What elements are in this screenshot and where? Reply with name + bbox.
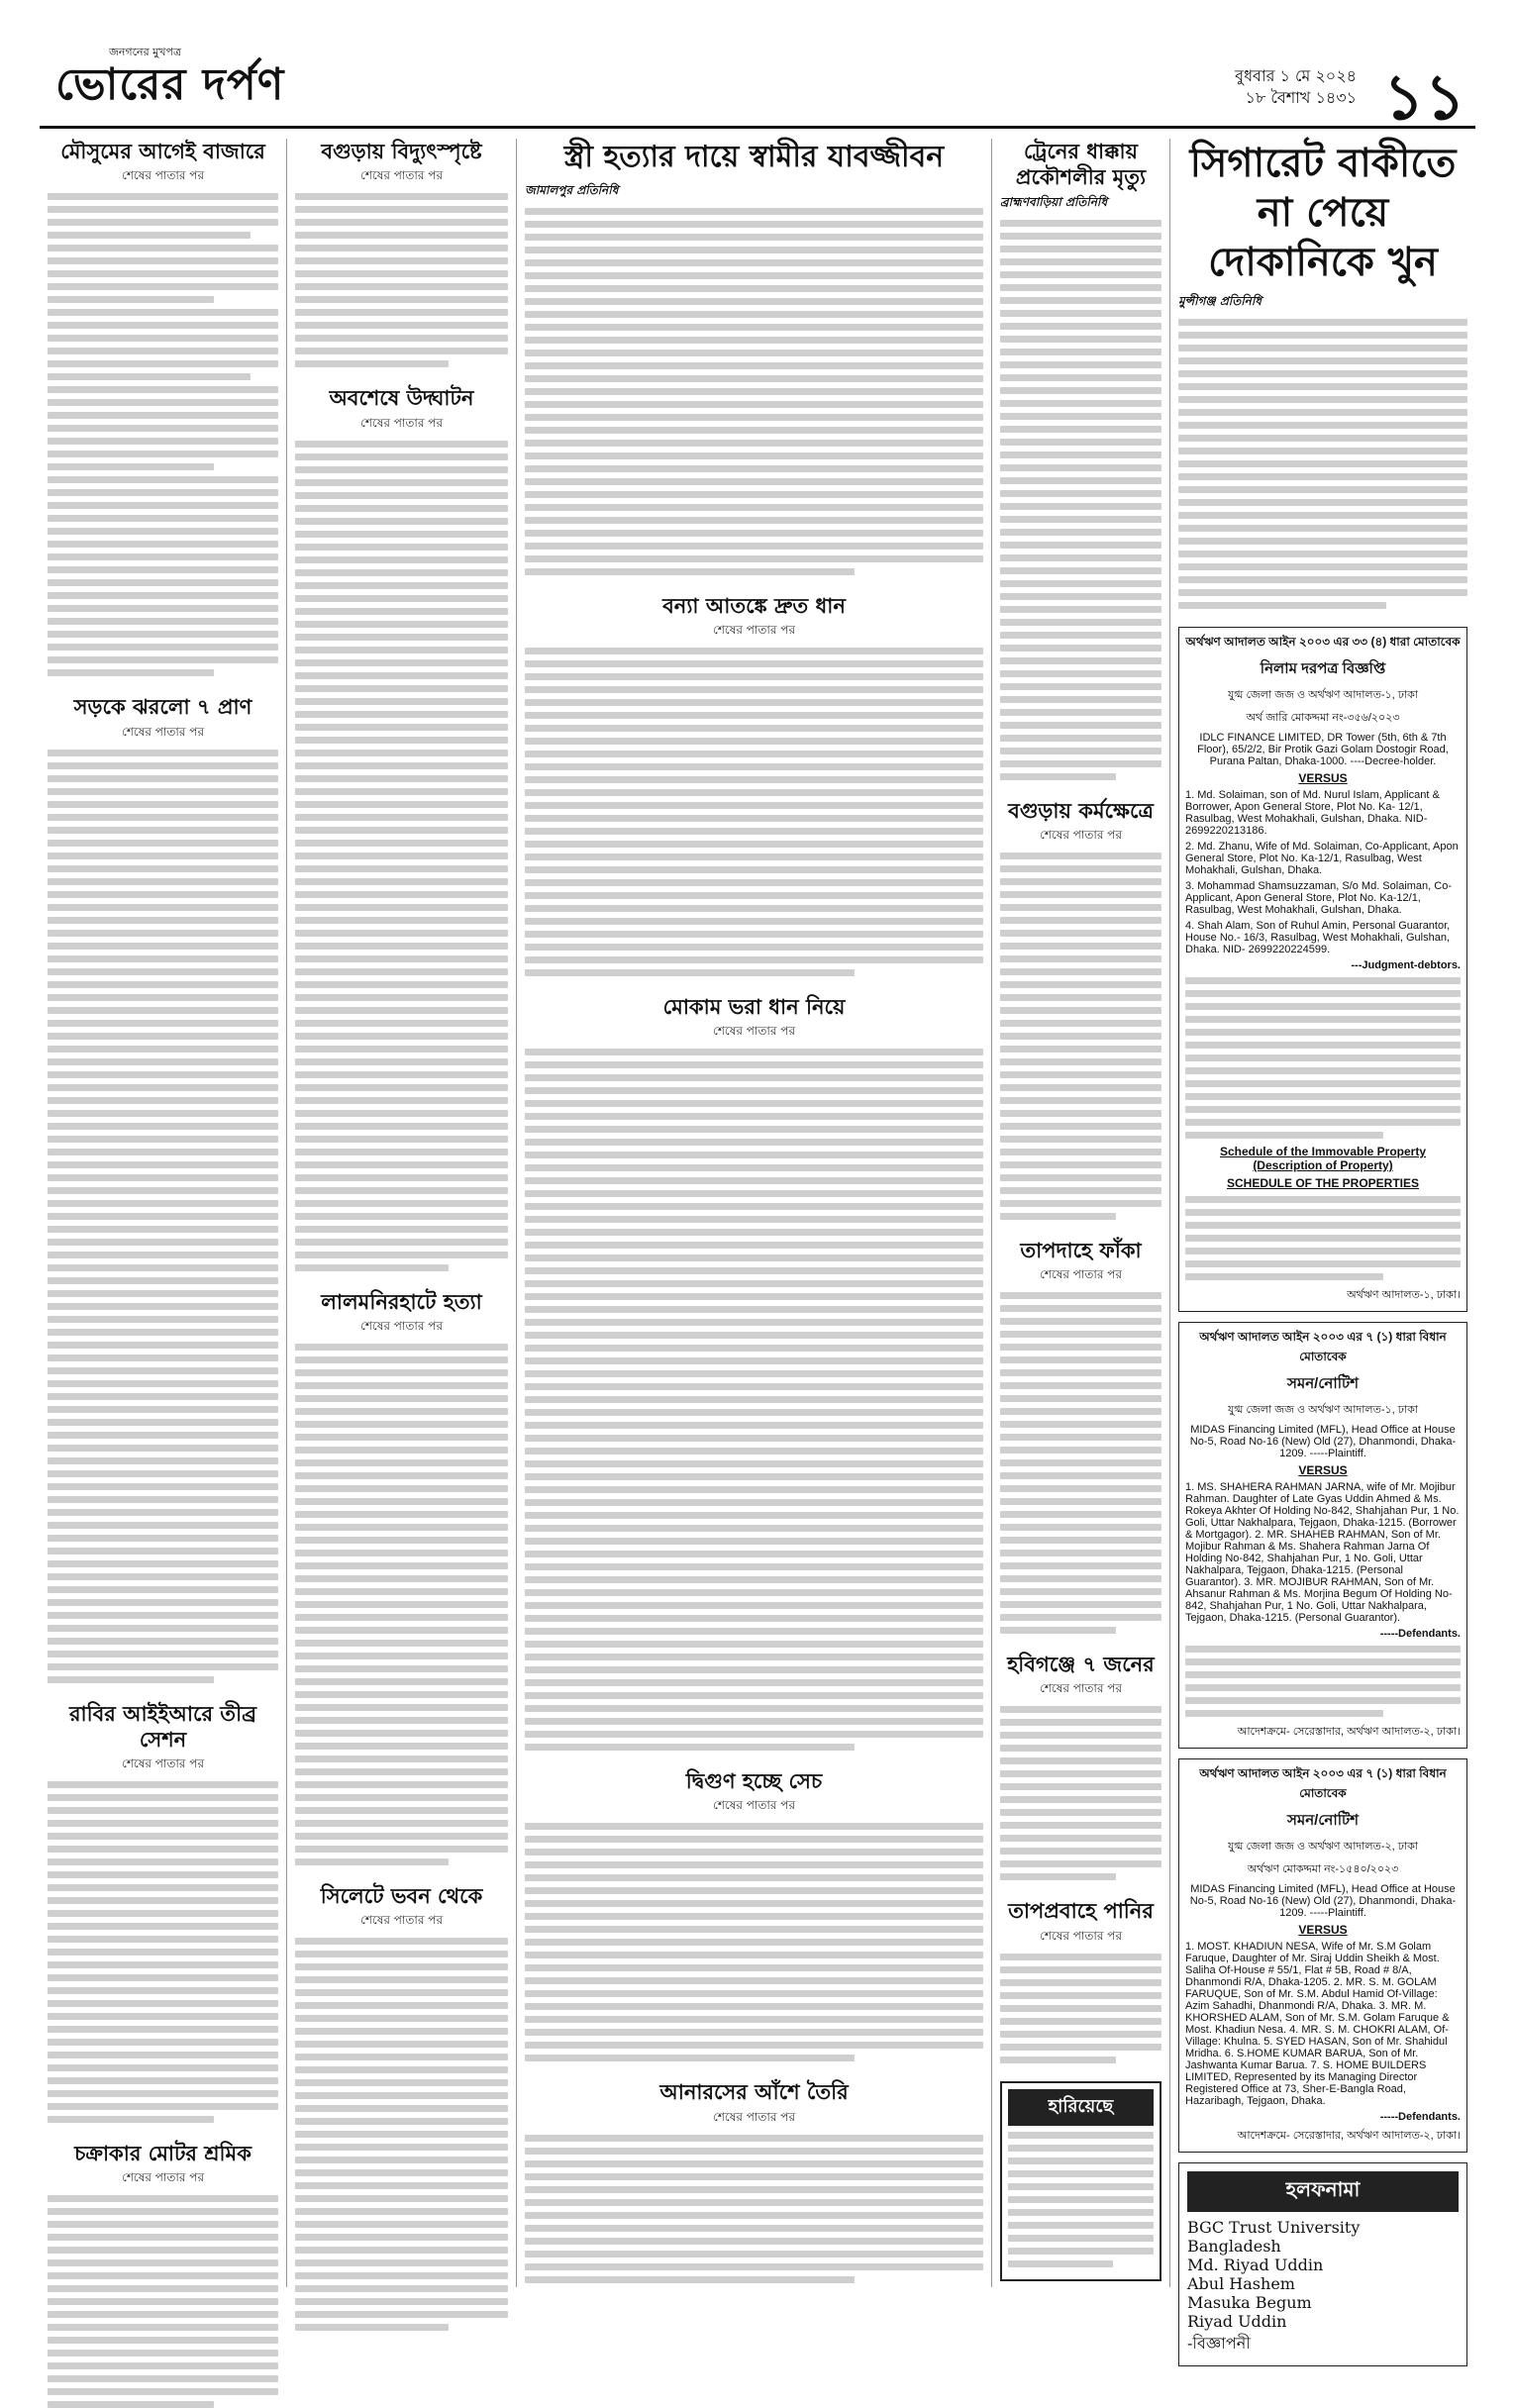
story-body (525, 208, 983, 575)
story-body (1000, 1706, 1162, 1880)
lost-notice-body (1008, 2132, 1154, 2267)
logo-tagline: জনগনের মুখপত্র (109, 46, 182, 58)
notice-signature: আদেশক্রমে- সেরেস্তাদার, অর্থঋণ আদালত-২, ঢাকা। (1237, 2130, 1461, 2142)
lost-notice-title: হারিয়েছে (1008, 2089, 1154, 2126)
notice-schedule-subheading: SCHEDULE OF THE PROPERTIES (1226, 1176, 1420, 1190)
notice-body (1185, 1646, 1461, 1717)
story-continued: শেষের পাতার পর (712, 622, 796, 637)
story-bonna (525, 593, 983, 976)
story-body (48, 1781, 278, 2123)
affidavit-signature: -বিজ্ঞাপনী (1187, 2334, 1251, 2353)
notice-court: যুগ্ম জেলা জজ ও অর্থঋণ আদালত-১, ঢাকা (1227, 689, 1419, 701)
story-mausumer (48, 139, 278, 676)
story-body (295, 441, 508, 1271)
notice-signature: আদেশক্রমে- সেরেস্তাদার, অর্থঋণ আদালত-২, ঢাকা। (1237, 1726, 1461, 1738)
affidavit (1178, 2162, 1467, 2366)
story-title: তাপপ্রবাহে পানির (1008, 1899, 1154, 1924)
notice-plaintiff: MIDAS Financing Limited (MFL), Head Office at House No-5, Road No-16 (New) Old (27), Dhanmondi, Dhaka-1209. -----Plaintiff. (1189, 1883, 1457, 1919)
story-body (525, 1823, 983, 2061)
summons-notice (1178, 1322, 1467, 1749)
notice-header: অর্থঋণ আদালত আইন ২০০৩ এর ৭ (১) ধারা বিধান মোতাবেক (1199, 1766, 1447, 1800)
story-rabi (48, 1701, 278, 2124)
story-body (525, 1049, 983, 1751)
story-title: চক্রাকার মোটর শ্রমিক (74, 2142, 252, 2165)
notice-defendants-list: 1. MS. SHAHERA RAHMAN JARNA, wife of Mr. Mojibur Rahman. Daughter of Late Gyas Uddin Ahmed & Ms. Rokeya Akhter Of Holding No-842, Shahjahan Pur, 1 No. Goli, Uttar Nakhalpara, Tejgaon, Dhaka-1215. (Borrower & Mortgagor). 2. MR. SHAHEB RAHMAN, Son of Mr. Mojibur Rahman & Ms. Shahera Rahman Jarna Of Holding No-842, Shahjahan Pur, 1 No. Goli, Uttar Nakhalpara, Tejgaon, Dhaka-1215. (Personal Guarantor). 3. MR. MOJIBUR RAHMAN, Son of Mr. Ahsanur Rahman & Ms. Morjina Begum Of Holding No- 842, Shahjahan Pur, 1 No. Goli, Uttar Nakhalpara, Tejgaon, Dhaka-1215. (Personal Guarantor). (1185, 1481, 1460, 1624)
lead-story-title: স্ত্রী হত্যার দায়ে স্বামীর যাবজ্জীবন (563, 140, 945, 174)
story-title: অবশেষে উদ্ঘাটন (329, 386, 474, 411)
story-sech (525, 1768, 983, 2061)
story-title: হবিগঞ্জে ৭ জনের (1007, 1653, 1155, 1676)
story-continued: শেষের পাতার পর (1039, 1928, 1123, 1943)
notice-plaintiff: IDLC FINANCE LIMITED, DR Tower (5th, 6th & 7th Floor), 65/2/2, Bir Protik Gazi Golam Dostogir Road, Purana Paltan, Dhaka-1000. ----Decree-holder. (1197, 732, 1449, 767)
story-obosheshe (295, 385, 508, 1270)
story-habiganj (1000, 1652, 1162, 1880)
story-continued: শেষের পাতার পর (712, 2109, 796, 2124)
story-byline: ব্রাহ্মণবাড়িয়া প্রতিনিধি (1000, 194, 1108, 209)
column-3 (517, 139, 992, 2287)
notice-header: অর্থঋণ আদালত আইন ২০০৩ এর ৩৩ (৪) ধারা মোতাবেক (1185, 635, 1461, 649)
story-body (525, 648, 983, 976)
story-continued: শেষের পাতার পর (121, 2170, 205, 2185)
column-1 (40, 139, 287, 2287)
story-continued: শেষের পাতার পর (1039, 1267, 1123, 1281)
story-continued: শেষের পাতার পর (121, 168, 205, 183)
lead-story-title: সিগারেট বাকীতে না পেয়ে দোকানিকে খুন (1189, 141, 1457, 285)
notice-defendant: 2. Md. Zhanu, Wife of Md. Solaiman, Co-Applicant, Apon General Store, Plot No. Ka-12/1, Rasulbag, West Mohakhali, Gulshan, Dhaka. (1185, 841, 1459, 876)
story-continued: শেষের পাতার পর (359, 1913, 444, 1927)
notice-header: অর্থঋণ আদালত আইন ২০০৩ এর ৭ (১) ধারা বিধান মোতাবেক (1199, 1330, 1447, 1363)
notice-schedule-heading: Schedule of the Immovable Property (Description of Property) (1219, 1145, 1427, 1172)
column-4 (992, 139, 1170, 2287)
story-continued: শেষের পাতার পর (359, 1318, 444, 1333)
story-title: মৌসুমের আগেই বাজারে (60, 140, 265, 163)
newspaper-logo: ভোরের দর্পণ (55, 59, 285, 110)
notice-defendant: 4. Shah Alam, Son of Ruhul Amin, Personal Guarantor, House No.- 16/3, Rasulbag, West Mohakhali, Gulshan, Dhaka. NID- 2699220224599. (1185, 920, 1451, 955)
notice-judgment-debtors: ---Judgment-debtors. (1351, 959, 1461, 971)
story-title: বন্যা আতঙ্কে দ্রুত ধান (662, 593, 846, 618)
masthead (40, 40, 1475, 135)
story-jabojjibon (525, 139, 983, 575)
notice-defendants-list: 1. MOST. KHADIUN NESA, Wife of Mr. S.M Golam Faruque, Daughter of Mr. Siraj Uddin Sheikh & Most. Saliha Of-House # 55/1, Flat # 5B, Road # 8/A, Dhanmondi R/A, Dhaka-1205. 2. MR. S. M. GOLAM FARUQUE, Son of Mr. S.M. Abdul Hamid Of-Village: Azim Sahadhi, Dhanmondi R/A, Dhaka. 3. MR. M. KHORSHED ALAM, Son of Mr. S.M. Golam Faruque & Most. Khadiun Nesa. 4. MR. S. M. CHOKRI ALAM, Of-Village: Khulna. 5. SYED HASAN, Son of Mr. Shahidul Mridha. 6. S.HOME KUMAR BARUA, Son of Mr. Jashwanta Kumar Barua. 7. S. HOME BUILDERS LIMITED, Represented by its Managing Director Registered Office at 73, Sher-E-Bangla Road, Hazaribagh, Tejgaon, Dhaka. (1185, 1941, 1450, 2107)
story-tapprobahe (1000, 1898, 1162, 2062)
story-continued: শেষের পাতার পর (712, 1024, 796, 1038)
story-bidyut (295, 139, 508, 367)
notice-title: সমন/নোটিশ (1286, 1812, 1360, 1829)
story-title: দ্বিগুণ হচ্ছে সেচ (685, 1769, 823, 1793)
story-title: তাপদাহে ফাঁকা (1020, 1238, 1142, 1262)
notice-defendant: 1. Md. Solaiman, son of Md. Nurul Islam, Applicant & Borrower, Apon General Store, Plot No. Ka- 12/1, Rasulbag, West Mohakhali, Gulshan, Dhaka. NID- 2699220213186. (1185, 789, 1440, 837)
date-bengali: ১৮ বৈশাখ ১৪৩১ (1245, 87, 1357, 107)
notice-case: অর্থঋণ মোকদ্দমা নং-১৫৪০/২০২৩ (1247, 1863, 1399, 1875)
news-grid (40, 139, 1475, 2353)
notice-schedule-body (1185, 1196, 1461, 1280)
story-bogura-kormokhetre (1000, 798, 1162, 1220)
story-title: রাবির আইইআরে তীব্র সেশন (68, 1701, 257, 1752)
lost-notice (1000, 2081, 1162, 2281)
notice-defendant: 3. Mohammad Shamsuzzaman, S/o Md. Solaiman, Co-Applicant, Apon General Store, Plot No. Ka-12/1, Rasulbag, West Mohakhali, Gulshan, Dhaka. (1185, 880, 1453, 916)
page-number: ১১ (1382, 60, 1465, 135)
story-body (1000, 1292, 1162, 1634)
story-title: লালমনিরহাটে হত্যা (321, 1289, 482, 1314)
affidavit-name: Masuka Begum (1187, 2293, 1312, 2312)
story-title: বগুড়ায় কর্মক্ষেত্রে (1008, 798, 1154, 823)
date-gregorian: বুধবার ১ মে ২০২৪ (1235, 66, 1357, 85)
notice-versus: VERSUS (1298, 1923, 1348, 1937)
notice-title: নিলাম দরপত্র বিজ্ঞপ্তি (1260, 660, 1386, 677)
story-continued: শেষের পাতার পর (359, 168, 444, 183)
story-continued: শেষের পাতার পর (121, 724, 205, 739)
column-5 (1170, 139, 1475, 2353)
notice-plaintiff: MIDAS Financing Limited (MFL), Head Office at House No-5, Road No-16 (New) Old (27), Dhanmondi, Dhaka-1209. -----Plaintiff. (1189, 1424, 1457, 1459)
story-continued: শেষের পাতার পর (1039, 827, 1123, 842)
story-title: আনারসের আঁশে তৈরি (659, 2080, 849, 2105)
affidavit-name: Riyad Uddin (1187, 2312, 1287, 2331)
story-title: ট্রেনের ধাক্কায় প্রকৌশলীর মৃত্যু (1015, 140, 1147, 190)
affidavit-title: হলফনামা (1187, 2171, 1459, 2212)
story-continued: শেষের পাতার পর (121, 1756, 205, 1770)
story-body (295, 1344, 508, 1865)
story-byline: মুন্সীগঞ্জ প্রতিনিধি (1178, 294, 1262, 308)
summons-notice-2 (1178, 1758, 1467, 2153)
story-lalmonirhat (295, 1289, 508, 1865)
story-title: সড়কে ঝরলো ৭ প্রাণ (73, 695, 252, 720)
notice-versus: VERSUS (1298, 771, 1348, 785)
story-body (1000, 853, 1162, 1220)
story-cigarette (1178, 139, 1467, 609)
story-title: বগুড়ায় বিদ্যুৎস্পৃষ্টে (321, 140, 482, 163)
affidavit-name: Abul Hashem (1187, 2274, 1295, 2293)
story-body (525, 2135, 983, 2283)
story-byline: জামালপুর প্রতিনিধি (525, 182, 619, 197)
affidavit-name: Md. Riyad Uddin (1187, 2256, 1324, 2274)
story-body (48, 193, 278, 676)
notice-signature: অর্থঋণ আদালত-১, ঢাকা। (1347, 1289, 1461, 1301)
story-anaras (525, 2079, 983, 2282)
date-box (1235, 65, 1357, 108)
notice-defendants-label: -----Defendants. (1379, 2111, 1461, 2123)
story-body (1000, 1954, 1162, 2063)
notice-body (1185, 977, 1461, 1139)
notice-title: সমন/নোটিশ (1286, 1375, 1360, 1392)
story-sorake (48, 694, 278, 1682)
notice-court: যুগ্ম জেলা জজ ও অর্থঋণ আদালত-১, ঢাকা (1227, 1404, 1419, 1416)
notice-court: যুগ্ম জেলা জজ ও অর্থঋণ আদালত-২, ঢাকা (1227, 1841, 1419, 1853)
story-title: মোকাম ভরা ধান নিয়ে (662, 994, 846, 1019)
story-continued: শেষের পাতার পর (1039, 1681, 1123, 1696)
story-body (48, 2195, 278, 2408)
notice-defendants-label: -----Defendants. (1379, 1628, 1461, 1640)
auction-notice (1178, 627, 1467, 1312)
story-motor-shromik (48, 2141, 278, 2408)
story-continued: শেষের পাতার পর (712, 1798, 796, 1813)
story-body (48, 750, 278, 1683)
story-sylhet (295, 1883, 508, 2331)
story-continued: শেষের পাতার পর (359, 415, 444, 430)
story-train (1000, 139, 1162, 780)
affidavit-university: BGC Trust University Bangladesh (1187, 2218, 1361, 2256)
story-body (1178, 319, 1467, 609)
story-mokam (525, 994, 983, 1751)
notice-case: অর্থ জারি মোকদ্দমা নং-৩৫৬/২০২৩ (1246, 712, 1400, 724)
story-body (295, 1938, 508, 2331)
story-title: সিলেটে ভবন থেকে (320, 1883, 483, 1908)
story-body (1000, 220, 1162, 780)
notice-versus: VERSUS (1298, 1463, 1348, 1477)
column-2 (287, 139, 517, 2287)
story-body (295, 193, 508, 367)
story-tapdahe (1000, 1238, 1162, 1634)
